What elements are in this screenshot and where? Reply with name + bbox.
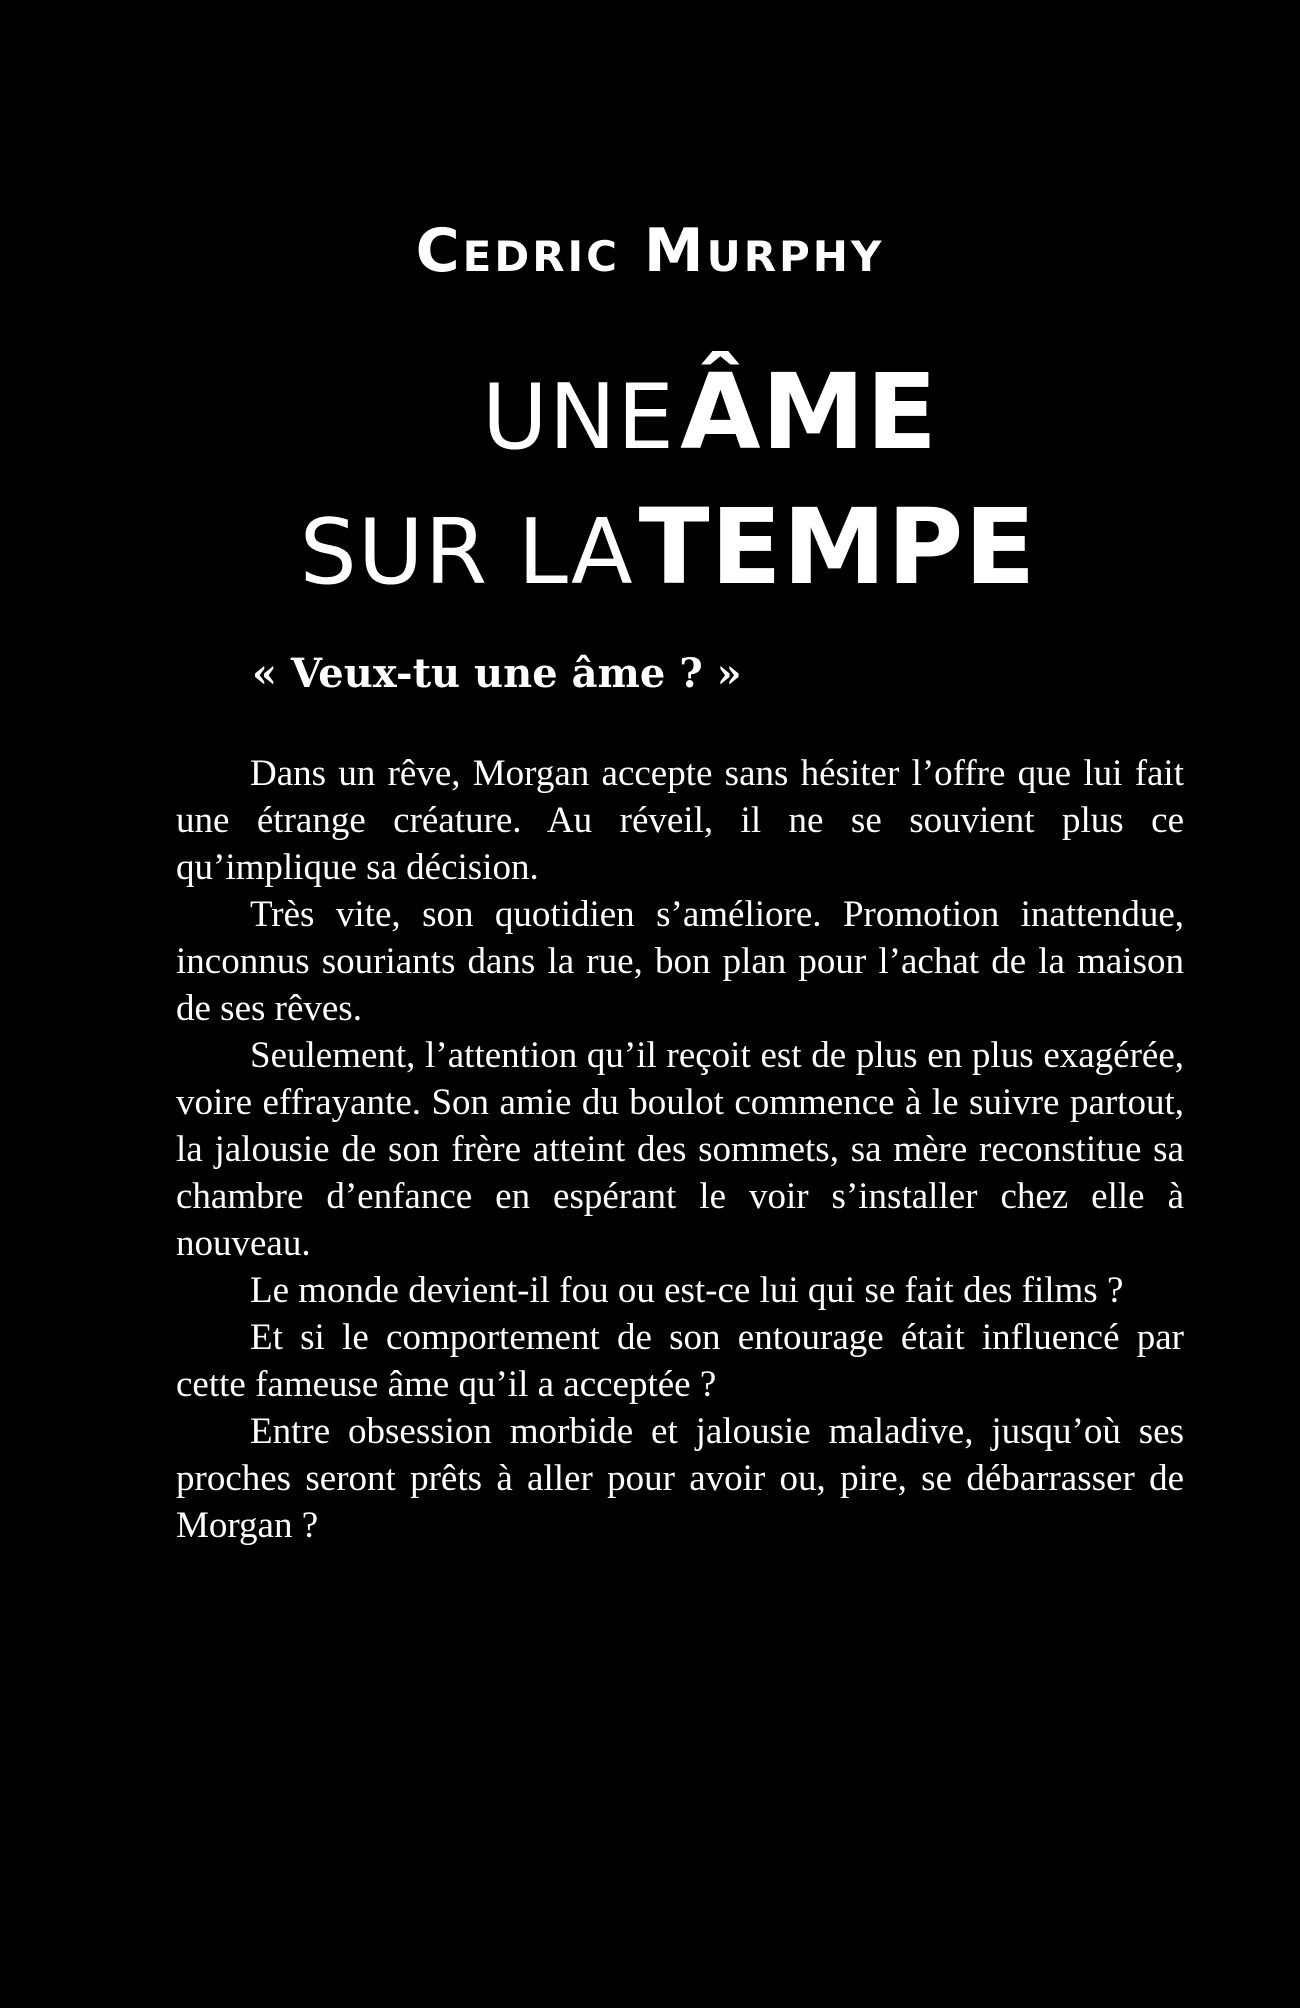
synopsis-paragraph: Et si le comportement de son entourage était influencé par cette fameuse âme qu’il a acceptée ? xyxy=(176,1317,1184,1405)
title-word-ame: ÂME xyxy=(680,351,939,473)
book-title xyxy=(0,351,1300,630)
title-word-une: UNE xyxy=(481,365,675,470)
title-line-2 xyxy=(0,486,1300,630)
synopsis-paragraph: Entre obsession morbide et jalousie maladive, jusqu’où ses proches seront prêts à aller pour avoir ou, pire, se débarrasser de Morgan ? xyxy=(176,1411,1184,1546)
synopsis xyxy=(176,750,1184,1549)
synopsis-paragraph: Très vite, son quotidien s’améliore. Promotion inattendue, inconnus souriants dans la rue, bon plan pour l’achat de la maison de ses rêves. xyxy=(176,894,1184,1029)
synopsis-paragraph: Dans un rêve, Morgan accepte sans hésiter l’offre que lui fait une étrange créature. Au réveil, il ne se souvient plus ce qu’implique sa décision. xyxy=(176,753,1184,888)
title-words-sur-la: SUR LA xyxy=(299,500,634,605)
author-name: Cedric Murphy xyxy=(415,216,885,286)
synopsis-paragraph: Seulement, l’attention qu’il reçoit est de plus en plus exagérée, voire effrayante. Son amie du boulot commence à le suivre partout, la jalousie de son frère atteint des sommets, sa mère reconstitue sa chambre d’enfance en espérant le voir s’installer chez elle à nouveau. xyxy=(176,1035,1184,1264)
title-word-tempe: TEMPE xyxy=(638,486,1037,608)
tagline-quote: « Veux-tu une âme ? » xyxy=(252,650,742,697)
synopsis-paragraph: Le monde devient-il fou ou est-ce lui qui se fait des films ? xyxy=(250,1270,1124,1311)
title-line-1 xyxy=(0,351,1300,495)
